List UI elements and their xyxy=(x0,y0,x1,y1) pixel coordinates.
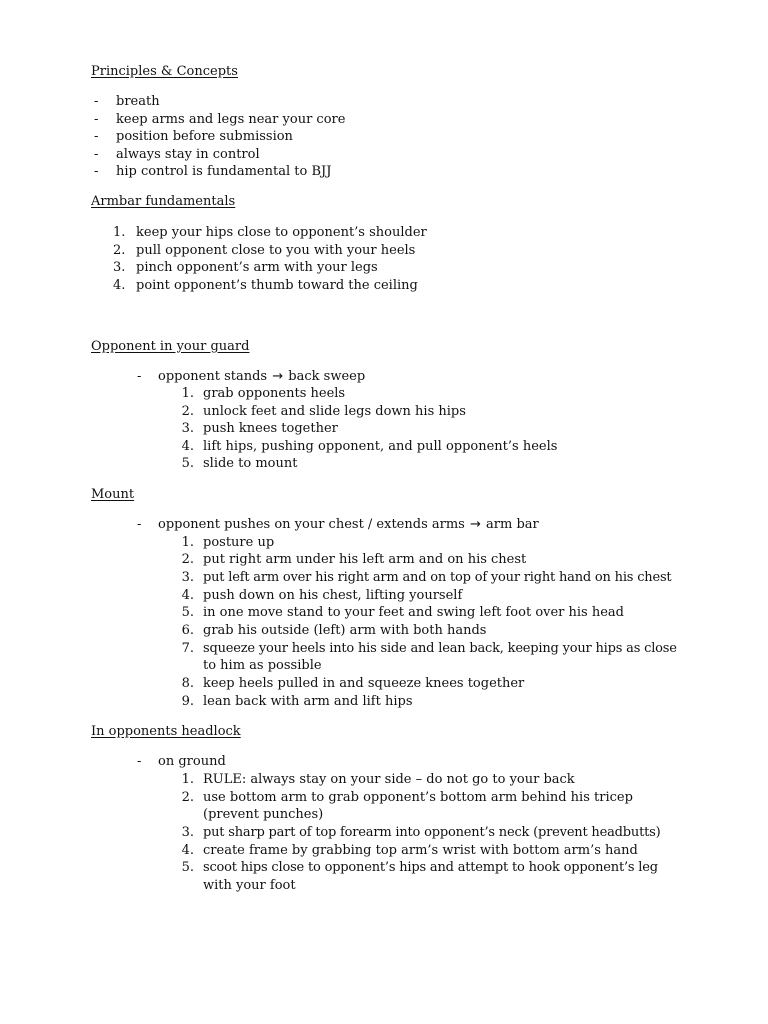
list-number: 2. xyxy=(181,552,194,567)
list-item: put left arm over his right arm and on top of your right hand on his chest xyxy=(203,570,672,585)
bullet-dash: - xyxy=(137,517,142,532)
list-item: pull opponent close to you with your heels xyxy=(136,243,416,258)
list-number: 3. xyxy=(181,570,194,585)
bullet-dash: - xyxy=(94,94,99,109)
list-item: slide to mount xyxy=(203,456,298,471)
list-item: pinch opponent’s arm with your legs xyxy=(136,260,378,275)
bullet-text: arm bar xyxy=(486,517,539,532)
bullet-item-opponent-pushes xyxy=(158,516,539,534)
list-item: lift hips, pushing opponent, and pull opponent’s heels xyxy=(203,439,558,454)
list-item: grab his outside (left) arm with both hands xyxy=(203,623,487,638)
list-item: create frame by grabbing top arm’s wrist with bottom arm’s hand xyxy=(203,843,638,858)
bullet-dash: - xyxy=(94,147,99,162)
list-item: grab opponents heels xyxy=(203,386,346,401)
bullet-item-on-ground: on ground xyxy=(158,754,226,769)
list-number: 5. xyxy=(181,456,194,471)
section-heading-principles: Principles & Concepts xyxy=(91,64,238,79)
bullet-dash: - xyxy=(94,164,99,179)
list-number: 8. xyxy=(181,676,194,691)
list-item: in one move stand to your feet and swing left foot over his head xyxy=(203,605,624,620)
list-item: breath xyxy=(116,94,160,109)
list-number: 3. xyxy=(113,260,126,275)
list-item: push knees together xyxy=(203,421,338,436)
list-number: 1. xyxy=(181,535,194,550)
arrow-right-icon: → xyxy=(469,517,481,532)
list-item: hip control is fundamental to BJJ xyxy=(116,164,332,179)
bullet-text: back sweep xyxy=(288,369,366,384)
list-number: 2. xyxy=(181,404,194,419)
list-number: 5. xyxy=(181,605,194,620)
list-number: 2. xyxy=(113,243,126,258)
list-item: keep heels pulled in and squeeze knees together xyxy=(203,676,525,691)
list-item: push down on his chest, lifting yourself xyxy=(203,588,463,603)
list-number: 1. xyxy=(181,772,194,787)
list-number: 4. xyxy=(181,588,194,603)
bullet-text: opponent pushes on your chest / extends arms xyxy=(158,517,465,532)
list-item-continuation: to him as possible xyxy=(203,658,322,673)
bullet-item-opponent-stands xyxy=(158,368,365,386)
list-item: position before submission xyxy=(116,129,293,144)
list-item: point opponent’s thumb toward the ceiling xyxy=(136,278,418,293)
list-item: put sharp part of top forearm into opponent’s neck (prevent headbutts) xyxy=(203,825,661,840)
list-number: 5. xyxy=(181,860,194,875)
list-item: scoot hips close to opponent’s hips and attempt to hook opponent’s leg xyxy=(203,860,658,875)
list-item: lean back with arm and lift hips xyxy=(203,694,413,709)
bullet-dash: - xyxy=(137,754,142,769)
section-heading-armbar: Armbar fundamentals xyxy=(91,194,236,209)
list-number: 4. xyxy=(113,278,126,293)
bullet-dash: - xyxy=(94,129,99,144)
section-heading-guard: Opponent in your guard xyxy=(91,339,250,354)
bullet-dash: - xyxy=(94,112,99,127)
list-item-continuation: (prevent punches) xyxy=(203,807,324,822)
list-number: 6. xyxy=(181,623,194,638)
list-item: use bottom arm to grab opponent’s bottom arm behind his tricep xyxy=(203,790,633,805)
list-number: 1. xyxy=(181,386,194,401)
list-number: 7. xyxy=(181,641,194,656)
arrow-right-icon: → xyxy=(272,369,284,384)
list-item: keep your hips close to opponent’s shoulder xyxy=(136,225,427,240)
list-number: 3. xyxy=(181,421,194,436)
list-item: always stay in control xyxy=(116,147,260,162)
section-heading-headlock: In opponents headlock xyxy=(91,724,241,739)
list-number: 9. xyxy=(181,694,194,709)
list-item: posture up xyxy=(203,535,275,550)
bullet-dash: - xyxy=(137,369,142,384)
list-number: 4. xyxy=(181,439,194,454)
list-number: 2. xyxy=(181,790,194,805)
list-item: unlock feet and slide legs down his hips xyxy=(203,404,466,419)
list-number: 3. xyxy=(181,825,194,840)
list-number: 4. xyxy=(181,843,194,858)
list-item: RULE: always stay on your side – do not go to your back xyxy=(203,772,575,787)
list-number: 1. xyxy=(113,225,126,240)
list-item: keep arms and legs near your core xyxy=(116,112,346,127)
list-item: put right arm under his left arm and on his chest xyxy=(203,552,527,567)
list-item-continuation: with your foot xyxy=(203,878,296,893)
list-item: squeeze your heels into his side and lean back, keeping your hips as close xyxy=(203,641,677,656)
section-heading-mount: Mount xyxy=(91,487,135,502)
bullet-text: opponent stands xyxy=(158,369,268,384)
